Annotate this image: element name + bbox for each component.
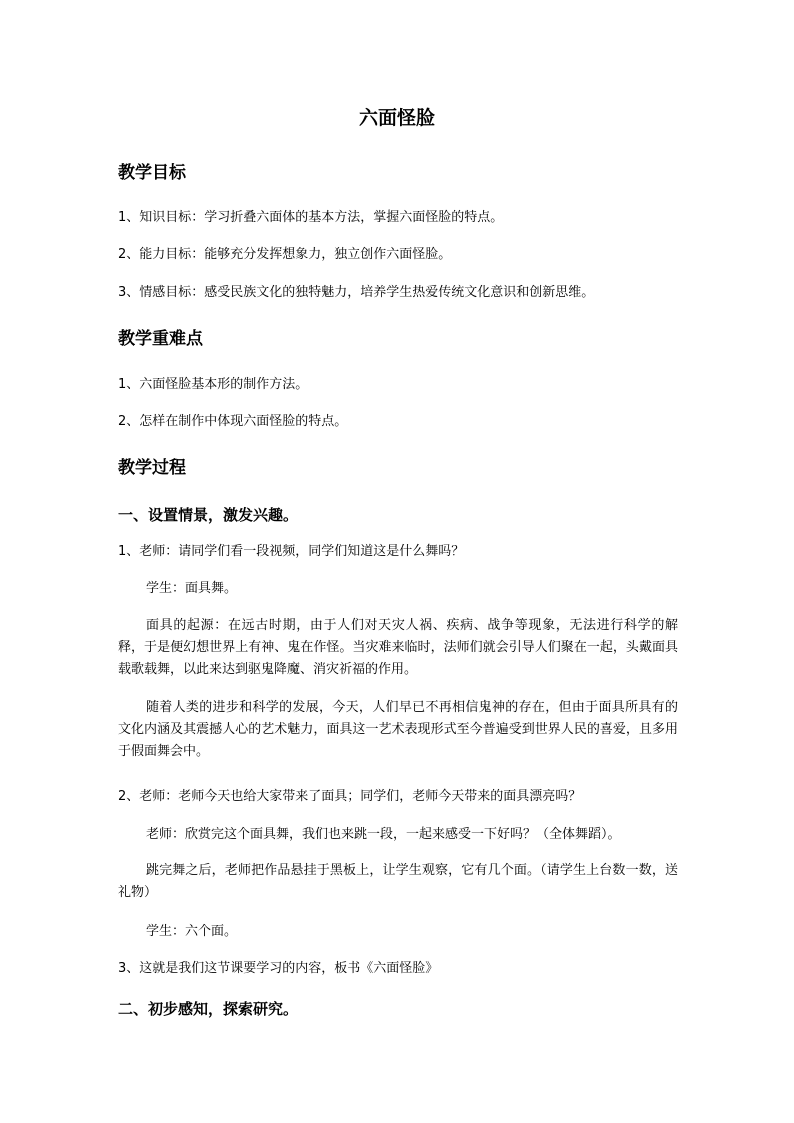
goal-item: 1、知识目标：学习折叠六面体的基本方法，掌握六面怪脸的特点。 bbox=[118, 210, 504, 225]
goal-item: 3、情感目标：感受民族文化的独特魅力，培养学生热爱传统文化意识和创新思维。 bbox=[118, 285, 595, 300]
dialogue-line: 学生：面具舞。 bbox=[146, 581, 238, 596]
dialogue-line: 2、老师：老师今天也给大家带来了面具；同学们，老师今天带来的面具漂亮吗？ bbox=[118, 789, 582, 804]
heading-teaching-process: 教学过程 bbox=[118, 458, 186, 478]
subheading-part-one: 一、设置情景，激发兴趣。 bbox=[118, 506, 299, 524]
goal-item: 2、能力目标：能够充分发挥想象力，独立创作六面怪脸。 bbox=[118, 247, 452, 262]
subheading-part-two: 二、初步感知，探索研究。 bbox=[118, 1000, 299, 1018]
dialogue-line: 3、这就是我们这节课要学习的内容，板书《六面怪脸》 bbox=[118, 961, 439, 976]
paragraph-mask-origin: 面具的起源：在远古时期，由于人们对天灾人祸、疾病、战争等现象，无法进行科学的解释，于是便幻想世界上有神、鬼在作怪。当灾难来临时，法师们就会引导人们聚在一起，头戴面具载歌载舞，以此来达到驱鬼降魔、消灾祈福的作用。 bbox=[118, 618, 678, 677]
heading-key-points: 教学重难点 bbox=[118, 329, 203, 349]
paragraph-mask-development: 随着人类的进步和科学的发展，今天，人们早已不再相信鬼神的存在，但由于面具所具有的文化内涵及其震撼人心的艺术魅力，面具这一艺术表现形式至今普遍受到世界人民的喜爱，且多用于假面舞会中。 bbox=[118, 700, 678, 759]
page-title: 六面怪脸 bbox=[358, 107, 435, 129]
key-point-item: 2、怎样在制作中体现六面怪脸的特点。 bbox=[118, 414, 348, 429]
heading-teaching-goals: 教学目标 bbox=[118, 163, 186, 183]
dialogue-line: 1、老师：请同学们看一段视频，同学们知道这是什么舞吗？ bbox=[118, 544, 465, 559]
dialogue-line: 学生：六个面。 bbox=[146, 924, 238, 939]
dialogue-line: 老师：欣赏完这个面具舞，我们也来跳一段，一起来感受一下好吗？（全体舞蹈）。 bbox=[146, 827, 621, 842]
key-point-item: 1、六面怪脸基本形的制作方法。 bbox=[118, 377, 309, 392]
paragraph-after-dance: 跳完舞之后，老师把作品悬挂于黑板上，让学生观察，它有几个面。（请学生上台数一数，送礼物） bbox=[118, 863, 678, 900]
